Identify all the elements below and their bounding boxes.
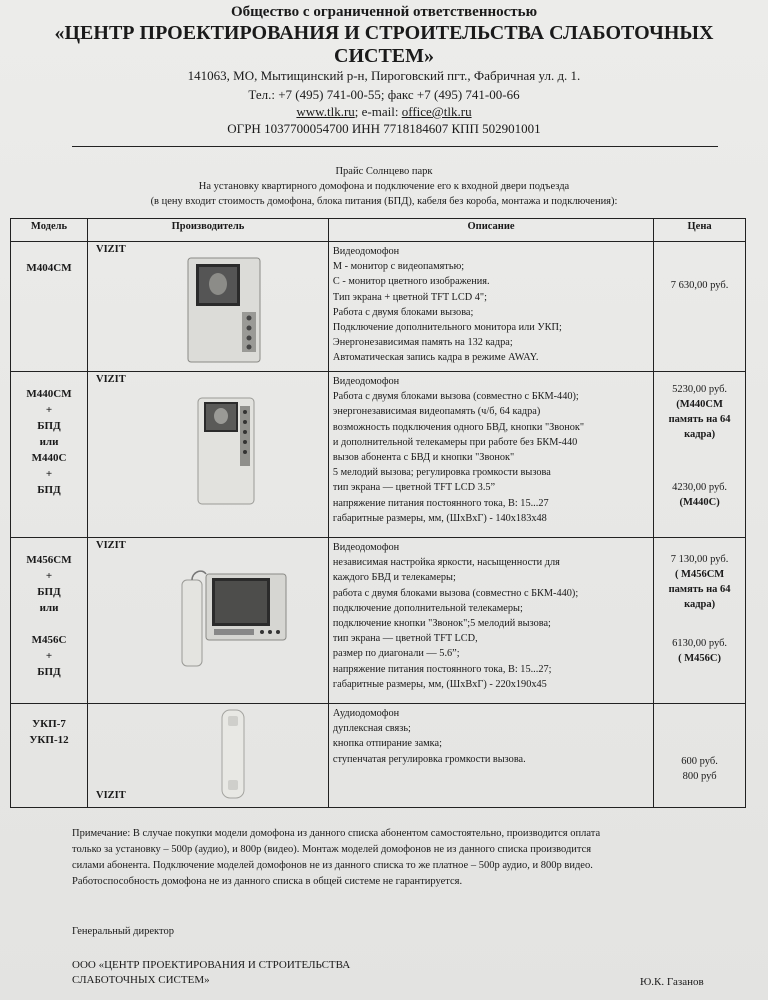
model-name: + (45, 404, 53, 416)
model-name: или (39, 602, 59, 614)
website-link[interactable]: www.tlk.ru (296, 104, 355, 119)
header-model: Модель (11, 219, 88, 242)
brand-label: VIZIT (95, 244, 126, 255)
letterhead-org-form: Общество с ограниченной ответственностью (230, 4, 538, 20)
signatory-company-line: ООО «ЦЕНТР ПРОЕКТИРОВАНИЯ И СТРОИТЕЛЬСТВА (72, 959, 351, 971)
description-line: Аудиодомофон (332, 708, 400, 719)
price-note: ( M456C) (678, 653, 722, 664)
signatory-company-line: СЛАБОТОЧНЫХ СИСТЕМ» (72, 974, 210, 986)
description-line: энергонезависимая видеопамять (ч/б, 64 кадра) (332, 406, 541, 418)
description-line: напряжение питания постоянного тока, В: 15...27; (332, 663, 552, 675)
brand-label: VIZIT (95, 374, 126, 385)
price-value: 4230,00 руб. (672, 482, 728, 493)
price-note: (M440C) (679, 497, 720, 508)
description-line: С - монитор цветного изображения. (332, 276, 490, 288)
header-price: Цена (654, 219, 746, 242)
model-cell (11, 372, 88, 538)
letterhead-phones: Тел.: +7 (495) 741-00-55; факс +7 (495) 741-00-66 (248, 87, 520, 102)
description-line: тип экрана — цветной TFT LCD, (332, 633, 478, 645)
price-value: 6130,00 руб. (672, 638, 728, 649)
model-cell (11, 538, 88, 704)
letterhead-registry: ОГРН 1037700054700 ИНН 7718184607 КПП 502901001 (227, 121, 541, 136)
brand-label: VIZIT (95, 790, 126, 801)
letterhead-company-name: «ЦЕНТР ПРОЕКТИРОВАНИЯ И СТРОИТЕЛЬСТВА СЛАБОТОЧНЫХ СИСТЕМ» (54, 22, 714, 67)
model-name: УКП-12 (29, 734, 69, 746)
description-line: работа с двумя блоками вызова (совместно с БКМ-440); (332, 587, 579, 599)
table-header-row (11, 219, 746, 242)
letterhead-address: 141063, МО, Мытищинский р-н, Пироговский пгт., Фабричная ул. д. 1. (187, 68, 581, 83)
description-line: Тип экрана + цветной TFT LCD 4"; (332, 291, 487, 303)
description-cell (328, 242, 653, 372)
description-line: размер по диагонали — 5.6”; (332, 648, 460, 660)
price-cell (654, 372, 746, 538)
model-name: БПД (37, 420, 61, 432)
price-note: (M440CM память на 64 кадра) (668, 399, 731, 440)
description-line: Видеодомофон (332, 542, 400, 553)
maker-cell (87, 704, 328, 808)
description-line: вызов абонента с БВД и кнопки "Звонок" (332, 452, 515, 464)
price-table (10, 218, 746, 808)
price-value: 5230,00 руб. (672, 384, 728, 395)
description-line: Энергонезависимая память на 132 кадра; (332, 337, 513, 349)
description-line: возможность подключения одного БВД, кнопки "Звонок" (332, 421, 585, 433)
maker-cell (87, 538, 328, 704)
model-name: БПД (37, 666, 61, 678)
brand-label: VIZIT (95, 540, 126, 551)
description-line: дуплексная связь; (332, 723, 411, 735)
description-line: Работа с двумя блоками вызова (совместно с БКМ-440); (332, 391, 579, 403)
description-line: М - монитор с видеопамятью; (332, 261, 465, 273)
price-value: 7 630,00 руб. (670, 280, 729, 291)
letterhead-contacts (0, 104, 768, 120)
footnote-line: Примечание: В случае покупки модели домофона из данного списка абонентом самостоятельно, производится оплата (72, 828, 601, 839)
model-name: + (45, 570, 53, 582)
price-list-scope: (в цену входит стоимость домофона, блока питания (БПД), кабеля без короба, монтажа и подключения): (150, 196, 618, 207)
price-list-title: Прайс Солнцево парк (335, 166, 433, 177)
footnote-line: Работоспособность домофона не из данного списка в общей системе не гарантируется. (72, 876, 463, 887)
audio-handset-photo (216, 706, 252, 802)
model-name: + (45, 650, 53, 662)
description-line: Видеодомофон (332, 376, 400, 387)
model-name: БПД (37, 484, 61, 496)
model-name: M440C (31, 452, 67, 464)
description-line: подключение дополнительной телекамеры; (332, 602, 523, 614)
maker-cell (87, 242, 328, 372)
description-line: независимая настройка яркости, насыщенности для (332, 557, 560, 569)
email-label: ; e-mail: (354, 104, 402, 119)
description-line: тип экрана — цветной TFT LCD 3.5” (332, 482, 496, 494)
signatory-position: Генеральный директор (72, 926, 174, 937)
model-name: M440CM (26, 388, 72, 400)
header-description: Описание (328, 219, 653, 242)
description-line: кнопка отпирание замка; (332, 738, 442, 750)
model-name: БПД (37, 586, 61, 598)
header-maker: Производитель (87, 219, 328, 242)
description-cell (328, 372, 653, 538)
price-cell (654, 704, 746, 808)
intercom-monitor-photo (196, 396, 256, 506)
model-name: + (45, 468, 53, 480)
model-cell (11, 704, 88, 808)
model-name: УКП-7 (32, 718, 66, 730)
description-line: Автоматическая запись кадра в режиме AWAY. (332, 352, 539, 364)
description-line: напряжение питания постоянного тока, В: 15...27 (332, 497, 549, 509)
description-line: подключение кнопки "Звонок";5 мелодий вызова; (332, 618, 551, 630)
description-line: каждого БВД и телекамеры; (332, 572, 456, 584)
footnote-line: только за установку – 500р (аудио), и 800р (видео). Монтаж моделей домофонов не из данного списка производится (72, 844, 592, 855)
footnote-line: силами абонента. Подключение моделей домофонов не из данного списка то же платное – 500р аудио, и 800р видео. (72, 860, 593, 871)
price-value: 800 руб (682, 771, 717, 782)
description-line: и дополнительной телекамеры при работе без БКМ-440 (332, 436, 578, 448)
table-row (11, 704, 746, 808)
price-list-subtitle: На установку квартирного домофона и подключение его к входной двери подъезда (198, 181, 570, 192)
description-line: ступенчатая регулировка громкости вызова. (332, 753, 526, 765)
model-spacer (15, 616, 83, 632)
price-cell (654, 242, 746, 372)
description-line: Подключение дополнительного монитора или УКП; (332, 322, 562, 334)
email-link[interactable]: office@tlk.ru (401, 104, 472, 119)
model-name: M456CM (26, 554, 72, 566)
description-line: габаритные размеры, мм, (ШxВxГ) - 140x183x48 (332, 512, 547, 524)
signatory-name: Ю.К. Газанов (640, 976, 704, 988)
letterhead-divider (72, 146, 718, 147)
model-name: или (39, 436, 59, 448)
signatory-company (72, 958, 350, 988)
intercom-monitor-photo (178, 564, 288, 668)
model-name: M404CM (26, 262, 72, 274)
table-row (11, 372, 746, 538)
maker-cell (87, 372, 328, 538)
description-line: Видеодомофон (332, 246, 400, 257)
price-cell (654, 538, 746, 704)
table-row (11, 242, 746, 372)
footnote (72, 826, 712, 890)
model-name: M456C (31, 634, 67, 646)
description-line: 5 мелодий вызова; регулировка громкости вызова (332, 467, 551, 479)
description-line: габаритные размеры, мм, (ШxВxГ) - 220x190x45 (332, 678, 547, 690)
model-cell (11, 242, 88, 372)
description-cell (328, 704, 653, 808)
description-line: Работа с двумя блоками вызова; (332, 306, 474, 318)
price-note: ( M456CM память на 64 кадра) (668, 569, 731, 610)
intercom-monitor-photo (184, 256, 264, 364)
table-row (11, 538, 746, 704)
price-value: 7 130,00 руб. (670, 554, 729, 565)
price-value: 600 руб. (681, 756, 718, 767)
description-cell (328, 538, 653, 704)
